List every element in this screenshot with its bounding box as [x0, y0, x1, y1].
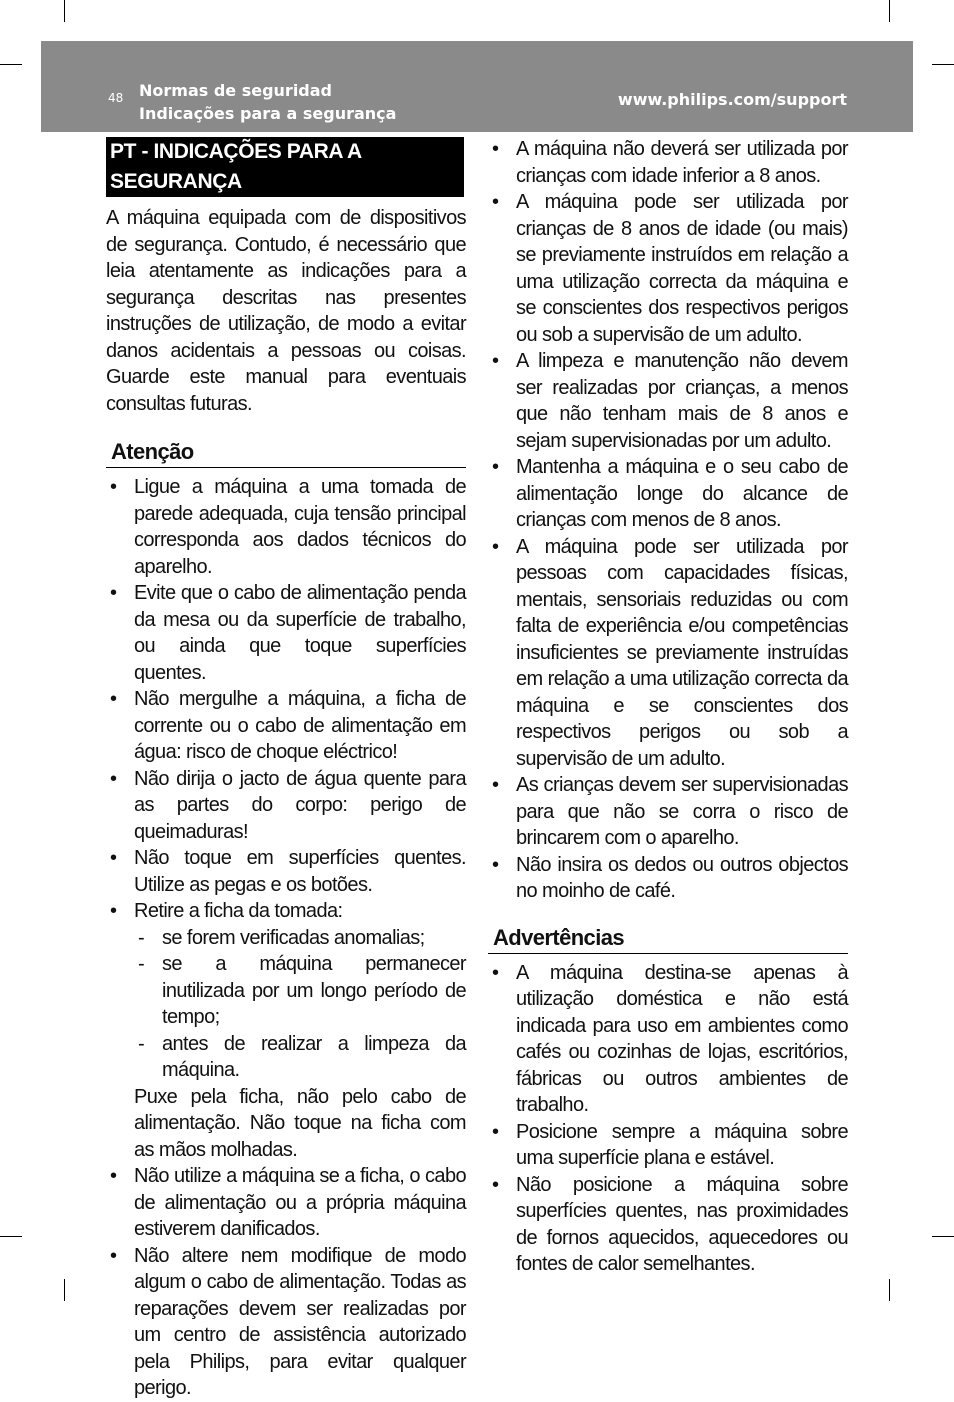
- page-number: 48: [108, 91, 124, 105]
- list-item: • Não dirija o jacto de água quente para as partes do corpo: perigo de queimaduras!: [106, 766, 466, 846]
- list-item: • Não toque em superfícies quentes. Utilize as pegas e os botões.: [106, 845, 466, 898]
- list-item: • Não posicione a máquina sobre superfícies quentes, nas proximidades de fornos aquecidos, aquecedores ou fontes de calor semelhantes.: [488, 1172, 848, 1278]
- unplug-sublist: [134, 925, 466, 1084]
- list-item: • Ligue a máquina a uma tomada de parede adequada, cuja tensão principal corresponda aos dados técnicos do aparelho.: [106, 474, 466, 580]
- unplug-text: • Retire a ficha da tomada:: [134, 900, 343, 922]
- list-item: • Não insira os dedos ou outros objectos no moinho de café.: [488, 852, 848, 905]
- crop-mark: [932, 1236, 954, 1237]
- attention-list: [106, 474, 466, 1402]
- attention-heading: Atenção: [106, 437, 466, 468]
- support-url: www.philips.com/support: [617, 90, 847, 109]
- sub-list-item: - se a máquina permanecer inutilizada por um longo período de tempo;: [134, 951, 466, 1031]
- list-item: • A máquina destina-se apenas à utilização doméstica e não está indicada para uso em ambientes como cafés ou cozinhas de lojas, escritórios, fábricas ou outros ambientes de trabalho.: [488, 960, 848, 1119]
- section-title-es: Normas de seguridad: [139, 81, 333, 100]
- sub-list-item: - se forem verificadas anomalias;: [134, 925, 466, 952]
- crop-mark: [889, 0, 890, 22]
- list-item: • A limpeza e manutenção não devem ser realizadas por crianças, a menos que não tenham mais de 8 anos e sejam supervisionadas por um adulto.: [488, 348, 848, 454]
- list-item: • A máquina pode ser utilizada por pessoas com capacidades físicas, mentais, sensoriais reduzidas ou com falta de experiência e/ou competências insuficientes se previamente instruídas em relação a uma utilização correcta da máquina e se conscientes dos respectivos perigos ou sob a supervisão de um adulto.: [488, 534, 848, 773]
- crop-mark: [64, 0, 65, 22]
- list-item: • Não altere nem modifique de modo algum o cabo de alimentação. Todas as reparações devem ser realizadas por um centro de assistência autorizado pela Philips, para evitar qualquer perigo.: [106, 1243, 466, 1402]
- crop-mark: [889, 1279, 890, 1301]
- crop-mark: [64, 1279, 65, 1301]
- unplug-note: Puxe pela ficha, não pelo cabo de alimentação. Não toque na ficha com as mãos molhadas.: [134, 1085, 466, 1161]
- list-item: • Mantenha a máquina e o seu cabo de alimentação longe do alcance de crianças com menos de 8 anos.: [488, 454, 848, 534]
- left-column: [106, 136, 466, 1402]
- list-item: • Evite que o cabo de alimentação penda da mesa ou da superfície de trabalho, ou ainda que toque superfícies quentes.: [106, 580, 466, 686]
- children-list: [488, 136, 848, 905]
- section-title: [139, 79, 396, 125]
- crop-mark: [0, 64, 22, 65]
- main-title: PT - INDICAÇÕES PARA A SEGURANÇA: [106, 137, 464, 197]
- crop-mark: [932, 64, 954, 65]
- right-column: [488, 136, 848, 1278]
- crop-mark: [0, 1236, 22, 1237]
- list-item: • Não utilize a máquina se a ficha, o cabo de alimentação ou a própria máquina estiverem danificados.: [106, 1163, 466, 1243]
- list-item: • A máquina pode ser utilizada por crianças de 8 anos de idade (ou mais) se previamente instruídos em relação a uma utilização correcta da máquina e se conscientes dos respectivos perigos ou sob a supervisão de um adulto.: [488, 189, 848, 348]
- list-item: • Não mergulhe a máquina, a ficha de corrente ou o cabo de alimentação em água: risco de choque eléctrico!: [106, 686, 466, 766]
- list-item: • A máquina não deverá ser utilizada por crianças com idade inferior a 8 anos.: [488, 136, 848, 189]
- list-item-unplug: [106, 898, 466, 1163]
- intro-paragraph: A máquina equipada com de dispositivos de segurança. Contudo, é necessário que leia atentamente as indicações para a segurança descritas nas presentes instruções de utilização, de modo a evitar danos acidentais a pessoas ou coisas. Guarde este manual para eventuais consultas futuras.: [106, 207, 466, 415]
- warnings-list: [488, 960, 848, 1278]
- section-title-pt: Indicações para a segurança: [139, 104, 397, 123]
- sub-list-item: - antes de realizar a limpeza da máquina.: [134, 1031, 466, 1084]
- page-header: [41, 41, 913, 132]
- warnings-heading: Advertências: [488, 923, 848, 954]
- list-item: • As crianças devem ser supervisionadas para que não se corra o risco de brincarem com o aparelho.: [488, 772, 848, 852]
- list-item: • Posicione sempre a máquina sobre uma superfície plana e estável.: [488, 1119, 848, 1172]
